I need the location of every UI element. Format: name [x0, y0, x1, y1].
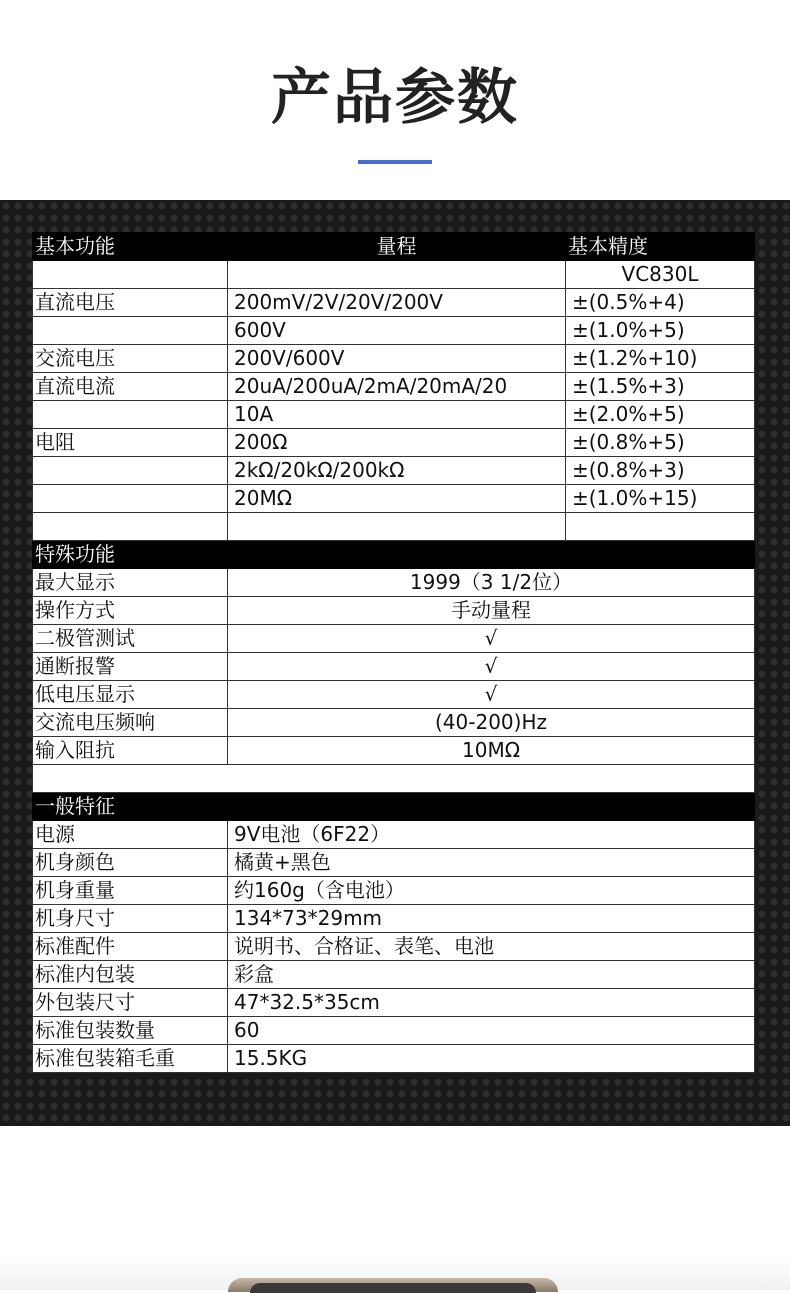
table-row [33, 401, 755, 429]
table-row [33, 961, 755, 989]
table-row [33, 373, 755, 401]
range-value: 600V [228, 317, 566, 345]
table-row [33, 1017, 755, 1045]
spec-label: 操作方式 [33, 597, 228, 625]
table-row [33, 989, 755, 1017]
basic-header-func: 基本功能 [33, 233, 228, 261]
accuracy-value: ±(2.0%+5) [566, 401, 755, 429]
spec-label: 输入阻抗 [33, 737, 228, 765]
table-row [33, 317, 755, 345]
func-label: 电阻 [33, 429, 228, 457]
accuracy-value: ±(0.8%+5) [566, 429, 755, 457]
spacer-row [33, 765, 755, 793]
spec-label: 低电压显示 [33, 681, 228, 709]
table-row [33, 933, 755, 961]
spec-label: 二极管测试 [33, 625, 228, 653]
spec-value: √ [228, 625, 755, 653]
spec-value: √ [228, 653, 755, 681]
spec-value: (40-200)Hz [228, 709, 755, 737]
spec-value: 10MΩ [228, 737, 755, 765]
basic-header-accuracy: 基本精度 [566, 233, 755, 261]
accuracy-value: ±(1.5%+3) [566, 373, 755, 401]
spec-value: √ [228, 681, 755, 709]
general-label: 电源 [33, 821, 228, 849]
general-header-row [33, 793, 755, 821]
table-row [33, 597, 755, 625]
table-row [33, 849, 755, 877]
spec-label: 交流电压频响 [33, 709, 228, 737]
table-row [33, 653, 755, 681]
general-value: 47*32.5*35cm [228, 989, 755, 1017]
range-value: 10A [228, 401, 566, 429]
accuracy-value: ±(0.5%+4) [566, 289, 755, 317]
range-value: 200V/600V [228, 345, 566, 373]
general-value: 约160g（含电池） [228, 877, 755, 905]
range-value: 20uA/200uA/2mA/20mA/20 [228, 373, 566, 401]
general-value: 彩盒 [228, 961, 755, 989]
spec-value: 1999（3 1/2位） [228, 569, 755, 597]
func-label [33, 401, 228, 429]
func-label [33, 457, 228, 485]
basic-header-row [33, 233, 755, 261]
spacer-row [33, 513, 755, 541]
func-label: 交流电压 [33, 345, 228, 373]
table-row [33, 737, 755, 765]
special-header: 特殊功能 [33, 541, 755, 569]
general-label: 标准包装箱毛重 [33, 1045, 228, 1073]
accuracy-value: ±(1.0%+15) [566, 485, 755, 513]
title-underline [358, 160, 432, 164]
table-row [33, 681, 755, 709]
general-label: 标准内包装 [33, 961, 228, 989]
range-value: 200mV/2V/20V/200V [228, 289, 566, 317]
general-value: 说明书、合格证、表笔、电池 [228, 933, 755, 961]
table-row [33, 485, 755, 513]
table-row [33, 821, 755, 849]
func-label [33, 485, 228, 513]
general-label: 标准包装数量 [33, 1017, 228, 1045]
general-label: 机身重量 [33, 877, 228, 905]
table-row [33, 569, 755, 597]
general-value: 60 [228, 1017, 755, 1045]
table-row [33, 709, 755, 737]
general-label: 标准配件 [33, 933, 228, 961]
table-row [33, 429, 755, 457]
general-value: 15.5KG [228, 1045, 755, 1073]
general-value: 9V电池（6F22） [228, 821, 755, 849]
multimeter-top-inner [250, 1283, 536, 1293]
func-label: 直流电压 [33, 289, 228, 317]
general-value: 橘黄+黑色 [228, 849, 755, 877]
table-row [33, 877, 755, 905]
page-title: 产品参数 [271, 63, 519, 133]
general-header: 一般特征 [33, 793, 755, 821]
general-value: 134*73*29mm [228, 905, 755, 933]
table-row [33, 905, 755, 933]
basic-header-range: 量程 [228, 233, 566, 261]
spec-value: 手动量程 [228, 597, 755, 625]
range-value: 2kΩ/20kΩ/200kΩ [228, 457, 566, 485]
spec-table [32, 232, 755, 1073]
model-row [33, 261, 755, 289]
special-header-row [33, 541, 755, 569]
range-value: 20MΩ [228, 485, 566, 513]
func-label: 直流电流 [33, 373, 228, 401]
table-row [33, 345, 755, 373]
accuracy-value: ±(1.0%+5) [566, 317, 755, 345]
accuracy-value: ±(1.2%+10) [566, 345, 755, 373]
accuracy-value: ±(0.8%+3) [566, 457, 755, 485]
spec-label: 通断报警 [33, 653, 228, 681]
model-name: VC830L [566, 261, 755, 289]
table-row [33, 1045, 755, 1073]
general-label: 机身尺寸 [33, 905, 228, 933]
general-label: 外包装尺寸 [33, 989, 228, 1017]
range-value: 200Ω [228, 429, 566, 457]
func-label [33, 317, 228, 345]
table-row [33, 289, 755, 317]
general-label: 机身颜色 [33, 849, 228, 877]
table-row [33, 625, 755, 653]
table-row [33, 457, 755, 485]
spec-label: 最大显示 [33, 569, 228, 597]
